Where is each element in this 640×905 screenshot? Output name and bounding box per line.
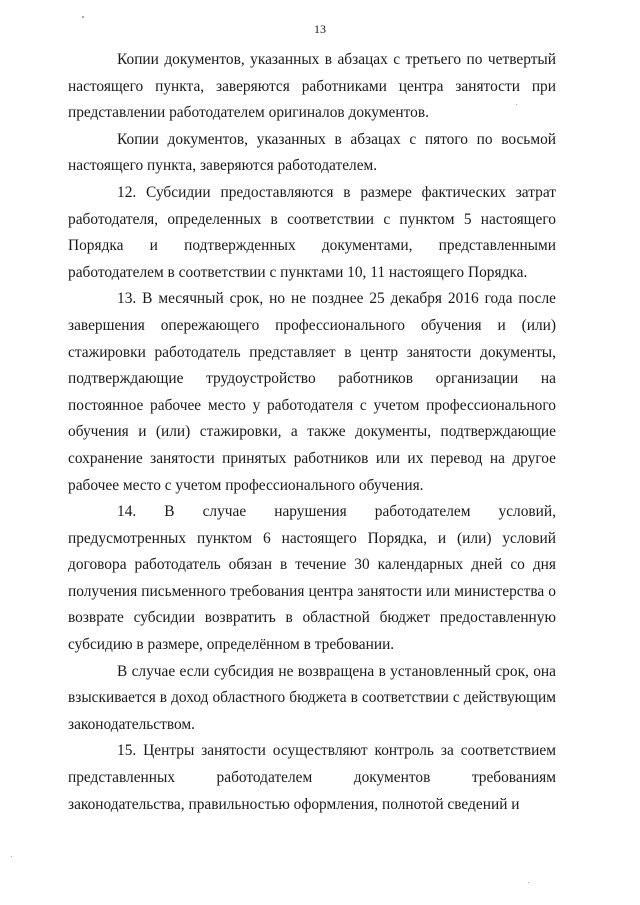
scan-speck: [516, 104, 517, 105]
document-body: [68, 47, 556, 818]
scan-speck: [11, 856, 12, 857]
paragraph-item-14: 14. В случае нарушения работодателем условий, предусмотренных пунктом 6 настоящего Порядка, и (или) условий договора работодатель обязан в течение 30 календарных дней со дня получения письменного требования центра занятости или министерства о возврате субсидии возвратить в областной бюджет предоставленную субсидию в размере, определённом в требовании.: [68, 503, 556, 654]
scan-speck: [528, 882, 529, 883]
paragraph-item-12: 12. Субсидии предоставляются в размере фактических затрат работодателя, определенных в соответствии с пунктом 5 настоящего Порядка и подтвержденных документами, представленными работодателем в соответствии с пунктами 10, 11 настоящего Порядка.: [68, 183, 556, 281]
paragraph-copies-fifth-eighth: Копии документов, указанных в абзацах с пятого по восьмой настоящего пункта, заверяются работодателем.: [68, 130, 556, 175]
paragraph-copies-third-fourth: Копии документов, указанных в абзацах с третьего по четвертый настоящего пункта, заверяются работниками центра занятости при представлении работодателем оригиналов документов.: [68, 51, 556, 122]
scan-speck: [82, 16, 84, 18]
paragraph-item-15: 15. Центры занятости осуществляют контроль за соответствием представленных работодателем документов требованиям законодательства, правильностью оформления, полнотой сведений и: [68, 742, 556, 813]
paragraph-subsidy-recovery: В случае если субсидия не возвращена в установленный срок, она взыскивается в доход областного бюджета в соответствии с действующим законодательством.: [68, 662, 556, 733]
page-number: 13: [314, 22, 326, 36]
paragraph-item-13: 13. В месячный срок, но не позднее 25 декабря 2016 года после завершения опережающего профессионального обучения и (или) стажировки работодатель представляет в центр занятости документы, подтверждающие трудоустройство работников организации на постоянное рабочее место у работодателя с учетом профессионального обучения и (или) стажировки, а также документы, подтверждающие сохранение занятости принятых работников или их перевод на другое рабочее место с учетом профессионального обучения.: [68, 290, 556, 494]
